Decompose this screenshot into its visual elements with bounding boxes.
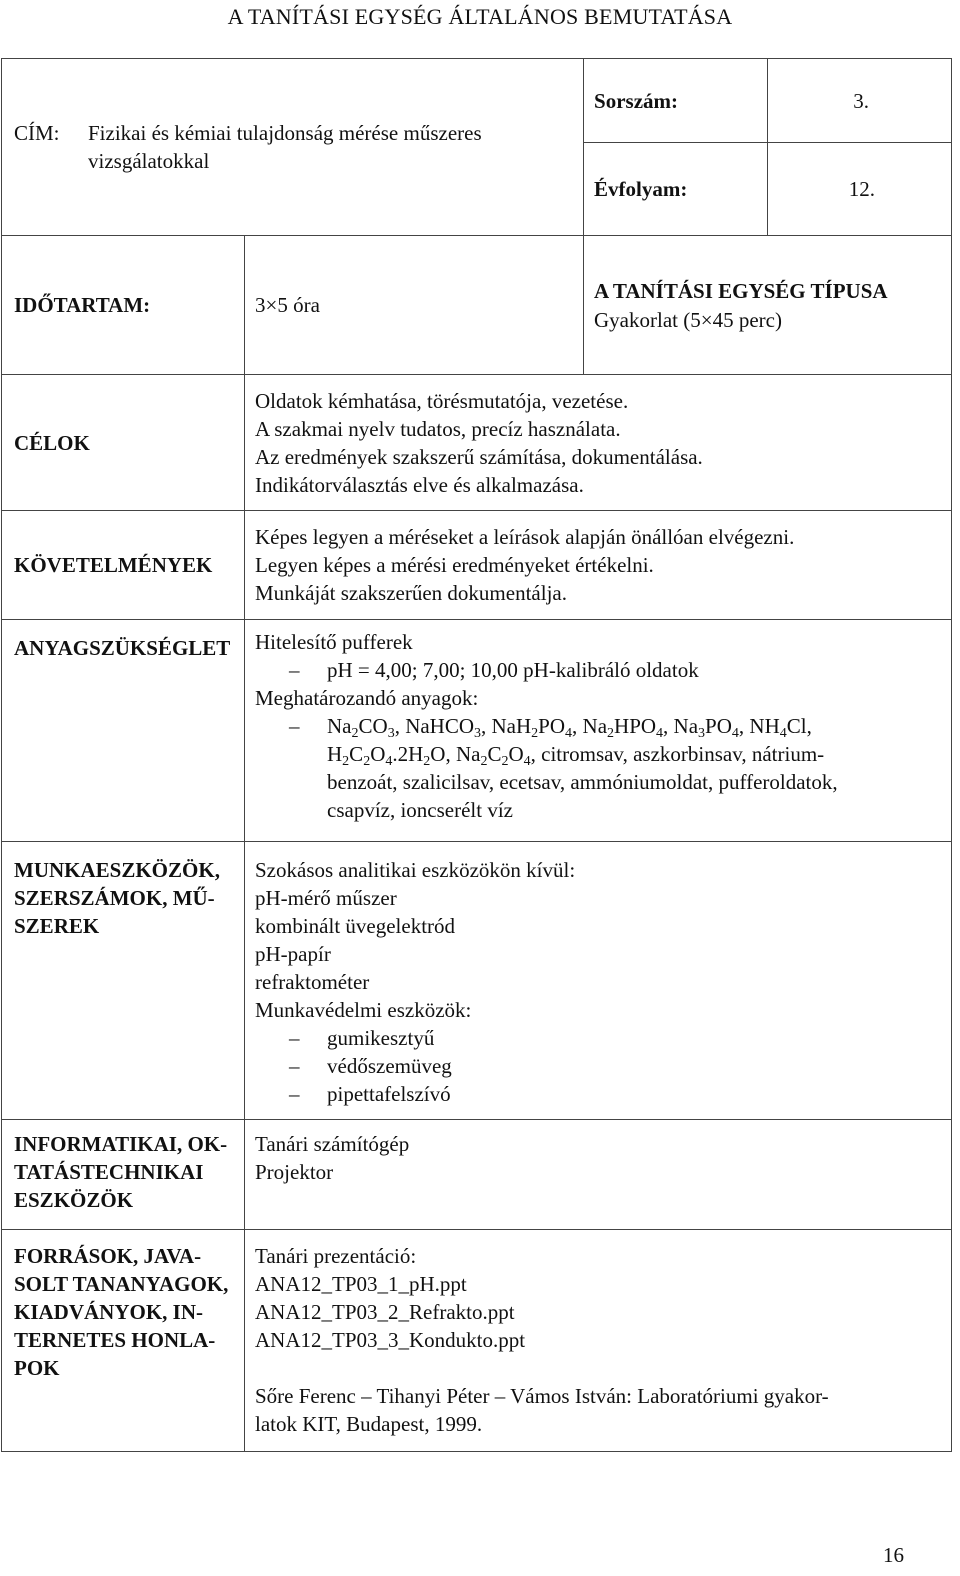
type-label: A TANÍTÁSI EGYSÉG TÍPUSA bbox=[594, 278, 888, 303]
info-label bbox=[2, 1120, 245, 1230]
forrasok-ref-line1: Sőre Ferenc – Tihanyi Péter – Vámos István: Laboratóriumi gyakor- bbox=[255, 1384, 829, 1408]
celok-line: A szakmai nyelv tudatos, precíz használata. bbox=[255, 416, 621, 441]
info-label-line: INFORMATIKAI, OK- bbox=[14, 1132, 228, 1156]
forrasok-label-line: SOLT TANANYAGOK, bbox=[14, 1272, 229, 1296]
page-number: 16 bbox=[883, 1543, 904, 1567]
munka-item-text: védőszemüveg bbox=[327, 1054, 452, 1078]
forrasok-line: ANA12_TP03_2_Refrakto.ppt bbox=[255, 1300, 515, 1324]
munka-line: kombinált üvegelektród bbox=[255, 914, 456, 938]
munka-line: pH-papír bbox=[255, 942, 331, 966]
anyag-label: ANYAGSZÜKSÉGLET bbox=[2, 620, 245, 842]
celok-content bbox=[245, 375, 952, 511]
forrasok-ref-line2: latok KIT, Budapest, 1999. bbox=[255, 1412, 483, 1436]
forrasok-label-line: POK bbox=[14, 1356, 60, 1380]
info-line: Tanári számítógép bbox=[255, 1132, 410, 1156]
celok-line: Az eredmények szakszerű számítása, dokumentálása. bbox=[255, 444, 703, 469]
munka-line: Szokásos analitikai eszközökön kívül: bbox=[255, 858, 576, 882]
duration-label: IDŐTARTAM: bbox=[2, 236, 245, 375]
munka-item-text: gumikesztyű bbox=[327, 1026, 435, 1050]
title-cell bbox=[2, 59, 584, 236]
dash-bullet: – bbox=[289, 658, 300, 682]
formula-line1: $Na_2CO_3$, NaHCO$_3$, $NaH_2PO_4$, $Na_2HPO_4$, $Na_3PO_4$, $NH_4Cl$, bbox=[327, 714, 812, 741]
kovetelmenyek-content bbox=[245, 511, 952, 620]
spacer bbox=[255, 1354, 941, 1382]
anyag-meghat: Meghatározandó anyagok: bbox=[255, 686, 479, 710]
kovetelmenyek-line: Legyen képes a mérési eredményeket értékelni. bbox=[255, 553, 654, 577]
dash-bullet: – bbox=[289, 1026, 300, 1050]
anyag-content bbox=[245, 620, 952, 842]
munka-label-line: SZERSZÁMOK, MŰ- bbox=[14, 886, 215, 910]
anyag-cont-line2: benzoát, szalicilsav, ecetsav, ammóniumoldat, pufferoldatok, bbox=[327, 770, 838, 794]
munka-line: pH-mérő műszer bbox=[255, 886, 397, 910]
lesson-overview-table bbox=[1, 58, 952, 1452]
info-line: Projektor bbox=[255, 1160, 334, 1184]
kovetelmenyek-label: KÖVETELMÉNYEK bbox=[2, 511, 245, 620]
kovetelmenyek-line: Képes legyen a méréseket a leírások alapján önállóan elvégezni. bbox=[255, 525, 795, 549]
anyag-hitelesito: Hitelesítő pufferek bbox=[255, 630, 413, 654]
sorszam-value: 3. bbox=[768, 59, 952, 143]
munka-line: refraktométer bbox=[255, 970, 370, 994]
munka-item bbox=[255, 1024, 941, 1052]
munka-item-text: pipettafelszívó bbox=[327, 1082, 451, 1106]
page-heading: A TANÍTÁSI EGYSÉG ÁLTALÁNOS BEMUTATÁSA bbox=[227, 4, 733, 29]
celok-line: Indikátorválasztás elve és alkalmazása. bbox=[255, 472, 584, 497]
title-label: CÍM: bbox=[14, 121, 60, 145]
formula-line2: $H_2C_2O_4.2H_2O$, $Na_2C_2O_4$, citromsav, aszkorbinsav, nátrium- bbox=[327, 742, 825, 769]
evfolyam-value: 12. bbox=[768, 143, 952, 236]
info-label-line: TATÁSTECHNIKAI bbox=[14, 1160, 204, 1184]
celok-label: CÉLOK bbox=[2, 375, 245, 511]
forrasok-line: ANA12_TP03_3_Kondukto.ppt bbox=[255, 1328, 526, 1352]
munka-label-line: SZEREK bbox=[14, 914, 100, 938]
munka-line: Munkavédelmi eszközök: bbox=[255, 998, 472, 1022]
duration-value: 3×5 óra bbox=[245, 236, 584, 375]
forrasok-content bbox=[245, 1230, 952, 1452]
info-label-line: ESZKÖZÖK bbox=[14, 1188, 134, 1212]
dash-bullet: – bbox=[289, 1082, 300, 1106]
munka-content bbox=[245, 842, 952, 1120]
anyag-chem-item bbox=[255, 712, 941, 740]
forrasok-label-line: KIADVÁNYOK, IN- bbox=[14, 1300, 203, 1324]
munka-item bbox=[255, 1080, 941, 1108]
forrasok-label bbox=[2, 1230, 245, 1452]
forrasok-line: ANA12_TP03_1_pH.ppt bbox=[255, 1272, 467, 1296]
forrasok-label-line: TERNETES HONLA- bbox=[14, 1328, 216, 1352]
type-value: Gyakorlat (5×45 perc) bbox=[594, 307, 782, 332]
dash-bullet: – bbox=[289, 714, 300, 738]
munka-item bbox=[255, 1052, 941, 1080]
anyag-ph-text: pH = 4,00; 7,00; 10,00 pH-kalibráló oldatok bbox=[327, 658, 699, 682]
info-content bbox=[245, 1120, 952, 1230]
forrasok-line: Tanári prezentáció: bbox=[255, 1244, 417, 1268]
kovetelmenyek-line: Munkáját szakszerűen dokumentálja. bbox=[255, 581, 567, 605]
title-value-line2: vizsgálatokkal bbox=[88, 149, 210, 173]
forrasok-label-line: FORRÁSOK, JAVA- bbox=[14, 1244, 202, 1268]
sorszam-label: Sorszám: bbox=[584, 59, 768, 143]
anyag-cont-line3: csapvíz, ioncserélt víz bbox=[327, 798, 514, 822]
celok-line: Oldatok kémhatása, törésmutatója, vezetése. bbox=[255, 388, 629, 413]
anyag-ph-item bbox=[255, 656, 941, 684]
evfolyam-label: Évfolyam: bbox=[584, 143, 768, 236]
munka-label-line: MUNKAESZKÖZÖK, bbox=[14, 858, 220, 882]
title-value-line1: Fizikai és kémiai tulajdonság mérése műszeres bbox=[88, 121, 482, 145]
type-cell bbox=[584, 236, 952, 375]
munka-label bbox=[2, 842, 245, 1120]
dash-bullet: – bbox=[289, 1054, 300, 1078]
